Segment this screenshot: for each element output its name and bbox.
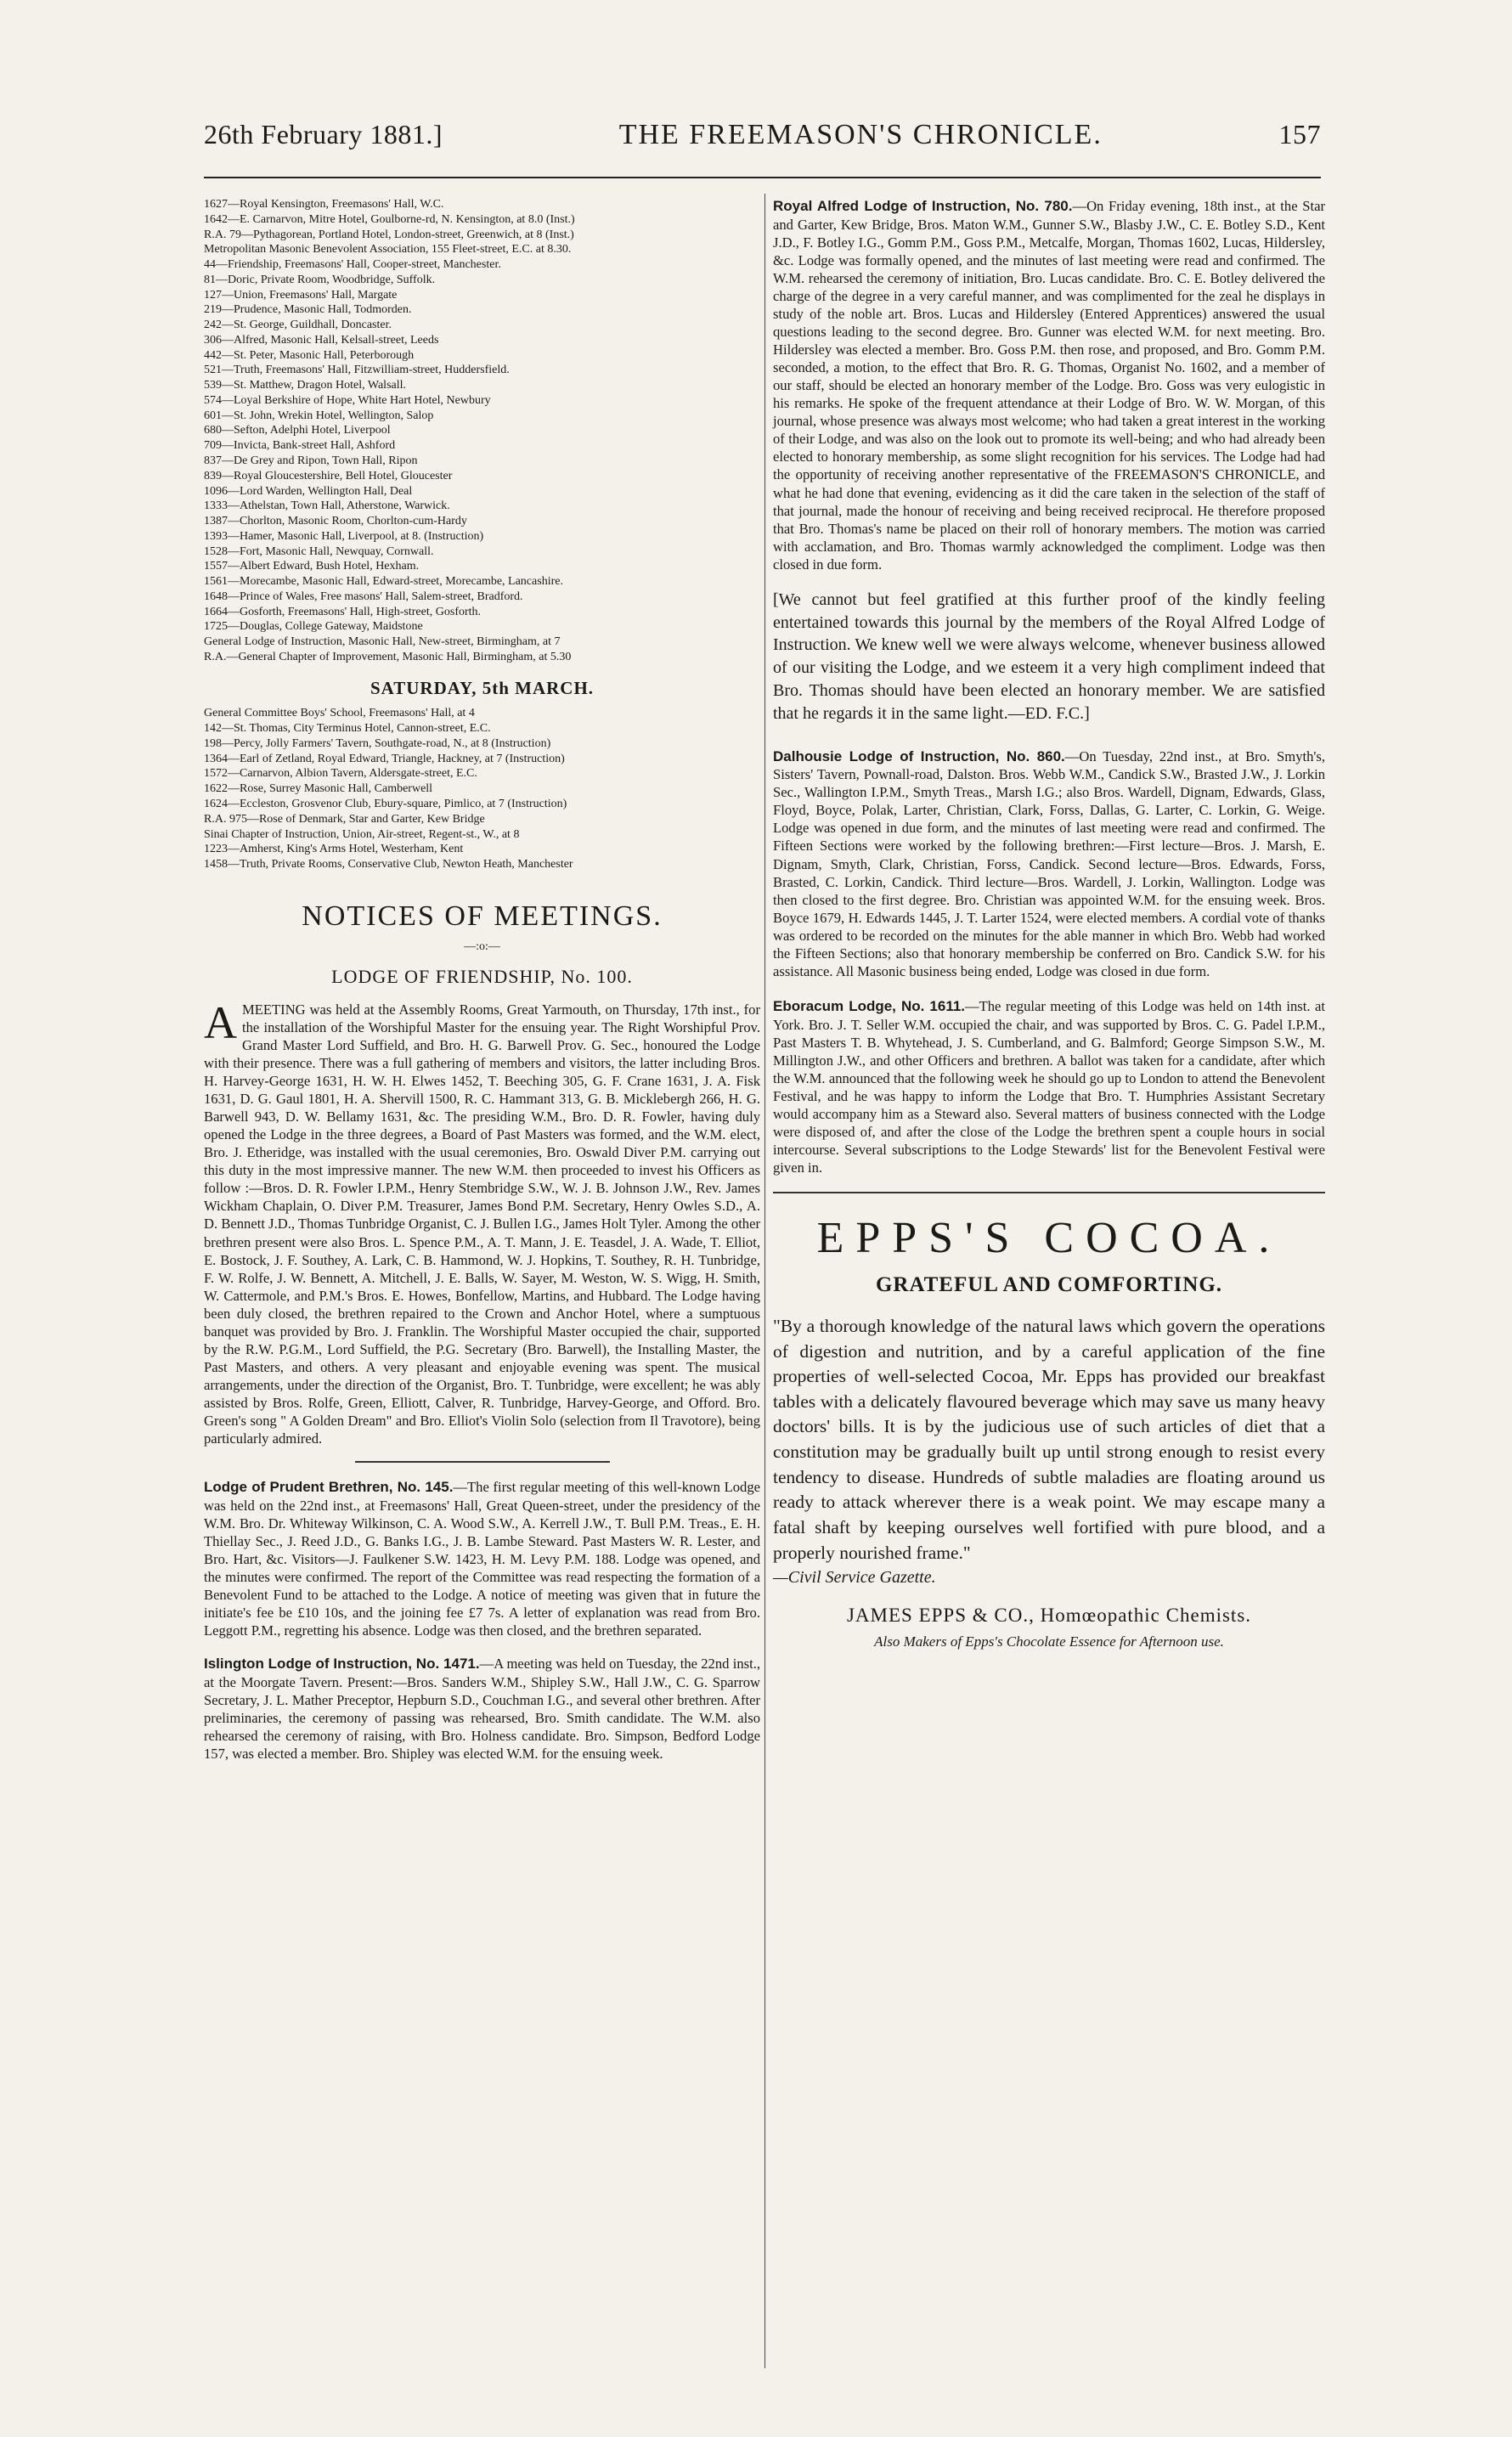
friday-listing-item: 219—Prudence, Masonic Hall, Todmorden. bbox=[204, 303, 412, 317]
header-rule bbox=[204, 177, 1321, 178]
friday-listing-item: 1627—Royal Kensington, Freemasons' Hall, W.C. bbox=[204, 198, 444, 211]
saturday-listing-item: 1572—Carnarvon, Albion Tavern, Aldersgate-street, E.C. bbox=[204, 767, 477, 781]
friday-listing-item: Metropolitan Masonic Benevolent Association, 155 Fleet-street, E.C. at 8.30. bbox=[204, 243, 572, 257]
friday-listing-item: 242—St. George, Guildhall, Doncaster. bbox=[204, 319, 392, 332]
friday-listing-item: 1557—Albert Edward, Bush Hotel, Hexham. bbox=[204, 560, 420, 573]
friendship-report bbox=[204, 996, 760, 1448]
eboracum-report bbox=[773, 997, 1325, 1176]
friday-listing-item: 1642—E. Carnarvon, Mitre Hotel, Goulborne-rd, N. Kensington, at 8.0 (Inst.) bbox=[204, 212, 575, 226]
royal-alfred-report bbox=[773, 197, 1325, 573]
advert-body: "By a thorough knowledge of the natural laws which govern the operations of digestion and nutrition, and by a careful application of the fine properties of well-selected Cocoa, Mr. Epps has provided our breakfast tables with a delicately flavoured beverage which may save us many heavy doctors' bills. It is by the judicious use of such articles of diet that a constitution may be gradually built up until strong enough to resist every tendency to disease. Hundreds of subtle maladies are floating around us ready to attack wherever there is a weak point. We may escape many a fatal shaft by keeping ourselves well fortified with pure blood, and a properly nourished frame." bbox=[773, 1315, 1325, 1563]
eboracum-body: —The regular meeting of this Lodge was held on 14th inst. at York. Bro. J. T. Seller W.M. occupied the chair, and was supported by Bros. C. G. Padel I.P.M., Past Masters T. B. Whytehead, J. S. Cumberland, and G. Balmford; George Simpson S.W., M. Millington J.W., and other Officers and brethren. A ballot was taken for a candidate, after which the W.M. announced that the following week he should go up to London to attend the Benevolent Festival, and he was happy to inform the Lodge that Bro. T. Humphries Assistant Secretary would accompany him as a Steward also. Several matters of business connected with the Lodge were disposed of, and after the close of the Lodge the brethren spent a couple hours in social intercourse. Several subscriptions to the Lodge Stewards' list for the Benevolent Festival were given in. bbox=[773, 997, 1325, 1176]
advert-subtitle: GRATEFUL AND COMFORTING. bbox=[875, 1273, 1223, 1297]
friday-meetings-list bbox=[204, 197, 760, 665]
friday-listing-item: 306—Alfred, Masonic Hall, Kelsall-street, Leeds bbox=[204, 333, 439, 347]
friday-listing-item: 680—Sefton, Adelphi Hotel, Liverpool bbox=[204, 424, 391, 437]
friday-listing-item: 1393—Hamer, Masonic Hall, Liverpool, at 8. (Instruction) bbox=[204, 529, 484, 543]
friday-listing-item: 574—Loyal Berkshire of Hope, White Hart Hotel, Newbury bbox=[204, 393, 491, 407]
friday-listing-item: 1664—Gosforth, Freemasons' Hall, High-street, Gosforth. bbox=[204, 605, 482, 618]
advert-source: —Civil Service Gazette. bbox=[773, 1568, 936, 1588]
islington-body: —A meeting was held on Tuesday, the 22nd inst., at the Moorgate Tavern. Present:—Bros. Sanders W.M., Shipley S.W., Hall J.W., C. G. Sparrow Secretary, J. L. Mather Preceptor, Hepburn S.D., Couchman I.G., and several other brethren. After preliminaries, the ceremony of passing was rehearsed, Bro. Smith candidate. The W.M. also rehearsed the ceremony of raising, with Bro. Holness candidate. Bro. Simpson, Bedford Lodge 157, was elected a member. Bro. Shipley was elected W.M. for the ensuing week. bbox=[204, 1656, 760, 1763]
friday-listing-item: 1725—Douglas, College Gateway, Maidstone bbox=[204, 620, 423, 634]
royal-alfred-title: Royal Alfred Lodge of Instruction, No. 780. bbox=[773, 198, 1073, 214]
royal-alfred-body: —On Friday evening, 18th inst., at the Star and Garter, Kew Bridge, Bros. Maton W.M., Gunner S.W., Blasby J.W., C. E. Botley S.D., Kent J.D., F. Botley I.G., Gomm P.M., Goss P.M., Metcalfe, Morgan, Thomas 1602, Lucas, Hildersley, &c. Lodge was formally opened, and the minutes of last meeting were read and confirmed. The W.M. rehearsed the ceremony of initiation, Bro. Lucas candidate. Bro. C. E. Botley delivered the charge of the degree in a very careful manner, and was complimented for the zeal he displays in study of the noble art. Bros. Lucas and Hildersley (Entered Apprentices) answered the usual questions leading to the second degree. Bro. Gunner was elected W.M. for next meeting. Bro. Hildersley was elected a member. Bro. Goss P.M. then rose, and proposed, and Bro. Gomm P.M. seconded, a motion, to the effect that Bro. R. G. Thomas, Organist No. 1602, and a member of our staff, should be elected an honorary member of the Lodge. Bro. Goss was very eulogistic in his remarks. He spoke of the frequent attendance at their Lodge of Bro. W. W. Morgan, of this journal, whose presence was always most welcome; who had taken a great interest in the working of their Lodge, and was also on the look out to promote its well-being; and who had already been elected to honorary membership, as some slight recognition for his services. The Lodge had had the opportunity of receiving another representative of the FREEMASON'S CHRONICLE, and what he had done that evening, evidencing as it did the care taken in the selection of the staff of that journal, made the honour of receiving and being received reciprocal. He therefore proposed that Bro. Thomas's name be placed on their roll of honorary members. The motion was carried with acclamation, and Bro. Thomas warmly acknowledged the compliment. Lodge was then closed in due form. bbox=[773, 198, 1325, 573]
dalhousie-report bbox=[773, 747, 1325, 980]
saturday-listing-item: R.A. 975—Rose of Denmark, Star and Garter, Kew Bridge bbox=[204, 812, 485, 826]
friendship-body: MEETING was held at the Assembly Rooms, Great Yarmouth, on Thursday, 17th inst., for the installation of the Worshipful Master for the ensuing year. The Right Worshipful Prov. Grand Master Lord Suffield, and Bro. H. G. Barwell Prov. G. Sec., honoured the Lodge with their presence. There was a full gathering of members and visitors, the latter including Bros. H. Harvey-George 1631, H. W. H. Elwes 1452, T. Beeching 305, G. F. Crane 1631, J. A. Fisk 1631, D. G. Gaul 1801, H. A. Shervill 1500, R. C. Hammant 313, G. B. Micklebergh 266, H. G. Barwell 943, D. W. Bellamy 1631, &c. The presiding W.M., Bro. D. R. Fowler, having duly opened the Lodge in the three degrees, a Board of Past Masters was formed, and the W.M. elect, Bro. J. Etheridge, was installed with the usual ceremonies, Bro. Oswald Diver P.M. carrying out this duty in the most impressive manner. The new W.M. then proceeded to invest his Officers as follow :—Bros. D. R. Fowler I.P.M., Henry Stembridge S.W., W. J. B. Johnson J.W., Rev. James Wickham Chaplain, O. Diver P.M. Treasurer, James Bond P.M. Secretary, Henry Owles S.D., A. D. Bennett J.D., Thomas Tunbridge Organist, C. J. Bullen I.G., James Holt Tyler. Among the other brethren present were also Bros. L. Spence P.M., A. T. Mann, J. E. Teasdel, J. A. Wade, T. Elliot, E. Bostock, J. F. Southey, A. Lark, C. B. Hammond, W. J. Hopkins, T. Southey, R. H. Tunbridge, F. W. Rolfe, J. W. Bennett, A. Mitchell, J. E. Balls, W. Sayer, M. Weston, W. S. Wigg, H. Smith, W. Cattermole, and P.M.'s Bros. E. Howes, Bonfellow, Martins, and Hubbard. The Lodge having been duly closed, the brethren repaired to the Crown and Anchor Hotel, where a sumptuous banquet was provided by Bro. J. Franklin. The Worshipful Master occupied the chair, supported by the R.W. P.G.M., Lord Suffield, the P.G. Secretary (Bro. Barwell), the Installing Master, the Past Masters, and others. A very pleasant and enjoyable evening was spent. The musical arrangements, under the direction of the Organist, Bro. T. Tunbridge, were excellent; he was ably assisted by Bros. Rolfe, Green, Elliott, Calver, R. Tunbridge, Harvey-George, and Offord. Bro. Green's song " A Golden Dream" and Bro. Elliot's Violin Solo (selection from Il Travotore), being particularly admired. bbox=[204, 1001, 760, 1447]
saturday-listing-item: 1364—Earl of Zetland, Royal Edward, Triangle, Hackney, at 7 (Instruction) bbox=[204, 752, 565, 765]
dalhousie-body: —On Tuesday, 22nd inst., at Bro. Smyth's, Sisters' Tavern, Pownall-road, Dalston. Bros. Webb W.M., Candick S.W., Brasted J.W., J. Lorkin Sec., Wallington I.P.M., Smyth Treas., Marsh I.G.; also Bros. Wardell, Dignam, Edwards, Glass, Floyd, Boyce, Polak, Larter, Christian, Clark, Forss, Dallas, G. Larter, C. Lorkin, G. Weige. Lodge was opened in due form, and the minutes of last meeting were read and confirmed. The Fifteen Sections were worked by the following brethren:—First lecture—Bros. J. Marsh, E. Dignam, Smyth, Clark, Christian, Forss, Candick. Second lecture—Bros. Edwards, Forss, Brasted, C. Lorkin, Candick. Third lecture—Bros. Wardell, J. Lorkin, Wallington. Lodge was then closed to the first degree. Bro. Christian was appointed W.M. for the ensuing week. Bros. Boyce 1679, H. Edwards 1445, J. T. Larter 1524, were elected members. A cordial vote of thanks was ordered to be recorded on the minutes for the able manner in which Bro. Webb had worked the Fifteen Sections; also that honorary membership be conferred on Bro. Candick S.W. for his assistance. All Masonic business being ended, Lodge was closed in due form. bbox=[773, 747, 1325, 979]
epps-cocoa-advert bbox=[773, 1192, 1325, 1651]
prudent-body: —The first regular meeting of this well-known Lodge was held on the 22nd inst., at Freemasons' Hall, Great Queen-street, under the presidency of the W.M. Bro. Dr. Whiteway Wilkinson, C. A. Wood S.W., A. Kerrell J.W., T. Bull P.M. Treas., E. H. Thiellay Sec., J. Reed J.D., G. Banks I.G., J. B. Lambe Steward. Past Masters W. R. Lester, and Bro. Hart, &c. Visitors—J. Faulkener S.W. 1423, H. M. Levy P.M. 188. Lodge was opened, and the minutes were confirmed. The report of the Committee was read respecting the formation of a Benevolent Fund to be attached to the Lodge. A notice of meeting was given that in future the initiate's fee be £10 10s, and the joining fee £7 7s. A letter of explanation was read from Bro. Leggott P.M., regretting his absence. Lodge was then closed, and the brethren separated. bbox=[204, 1479, 761, 1639]
advert-company: JAMES EPPS & CO., Homœopathic Chemists. bbox=[846, 1604, 1252, 1626]
friday-listing-item: 1561—Morecambe, Masonic Hall, Edward-street, Morecambe, Lancashire. bbox=[204, 575, 563, 589]
left-column bbox=[204, 197, 760, 1771]
friday-listing-item: 837—De Grey and Ripon, Town Hall, Ripon bbox=[204, 454, 418, 468]
friday-listing-item: 1333—Athelstan, Town Hall, Atherstone, Warwick. bbox=[204, 499, 450, 513]
friday-listing-item: 44—Friendship, Freemasons' Hall, Cooper-street, Manchester. bbox=[204, 258, 501, 272]
friday-listing-item: 709—Invicta, Bank-street Hall, Ashford bbox=[204, 439, 396, 453]
dalhousie-title: Dalhousie Lodge of Instruction, No. 860. bbox=[773, 747, 1065, 764]
notices-heading: NOTICES OF MEETINGS. bbox=[302, 900, 663, 932]
saturday-meetings-list bbox=[204, 706, 760, 872]
eboracum-title: Eboracum Lodge, No. 1611. bbox=[773, 997, 966, 1014]
saturday-listing-item: 142—St. Thomas, City Terminus Hotel, Cannon-street, E.C. bbox=[204, 722, 491, 736]
saturday-listing-item: Sinai Chapter of Instruction, Union, Air-street, Regent-st., W., at 8 bbox=[204, 827, 520, 841]
section-rule bbox=[355, 1461, 610, 1463]
prudent-title: Lodge of Prudent Brethren, No. 145. bbox=[204, 1479, 454, 1496]
saturday-listing-item: 1458—Truth, Private Rooms, Conservative Club, Newton Heath, Manchester bbox=[204, 858, 573, 872]
friday-listing-item: General Lodge of Instruction, Masonic Hall, New-street, Birmingham, at 7 bbox=[204, 635, 561, 649]
publication-title: THE FREEMASON'S CHRONICLE. bbox=[618, 119, 1103, 150]
friday-listing-item: 839—Royal Gloucestershire, Bell Hotel, Gloucester bbox=[204, 469, 453, 482]
friday-listing-item: 442—St. Peter, Masonic Hall, Peterborough bbox=[204, 348, 415, 362]
friendship-heading: LODGE OF FRIENDSHIP, No. 100. bbox=[331, 965, 633, 987]
saturday-listing-item: 198—Percy, Jolly Farmers' Tavern, Southgate-road, N., at 8 (Instruction) bbox=[204, 736, 551, 750]
notices-separator: —:o:— bbox=[464, 939, 500, 953]
right-column bbox=[773, 197, 1325, 1651]
friday-listing-item: 127—Union, Freemasons' Hall, Margate bbox=[204, 288, 398, 302]
friday-listing-item: 1096—Lord Warden, Wellington Hall, Deal bbox=[204, 484, 413, 498]
islington-report bbox=[204, 1655, 760, 1763]
saturday-listing-item: 1622—Rose, Surrey Masonic Hall, Camberwell bbox=[204, 782, 433, 796]
prudent-report bbox=[204, 1478, 760, 1639]
saturday-listing-item: General Committee Boys' School, Freemasons' Hall, at 4 bbox=[204, 707, 475, 720]
friday-listing-item: 601—St. John, Wrekin Hotel, Wellington, Salop bbox=[204, 409, 434, 422]
editor-note: [We cannot but feel gratified at this further proof of the kindly feeling entertained towards this journal by the members of the Royal Alfred Lodge of Instruction. We knew well we were always welcome, whenever business allowed of our visiting the Lodge, and we esteem it a very high compliment indeed that Bro. Thomas should have been elected an honorary member. We are satisfied that he regards it in the same light.—ED. F.C.] bbox=[773, 590, 1325, 723]
advert-tagline: Also Makers of Epps's Chocolate Essence for Afternoon use. bbox=[874, 1633, 1224, 1650]
issue-date: 26th February 1881.] bbox=[204, 119, 443, 149]
friday-listing-item: 81—Doric, Private Room, Woodbridge, Suffolk. bbox=[204, 273, 436, 286]
advert-title: EPPS'S COCOA. bbox=[816, 1214, 1282, 1263]
saturday-listing-item: 1624—Eccleston, Grosvenor Club, Ebury-square, Pimlico, at 7 (Instruction) bbox=[204, 797, 567, 810]
page-header bbox=[204, 119, 1321, 170]
saturday-listing-item: 1223—Amherst, King's Arms Hotel, Westerham, Kent bbox=[204, 843, 464, 856]
friday-listing-item: R.A.—General Chapter of Improvement, Masonic Hall, Birmingham, at 5.30 bbox=[204, 650, 572, 663]
friday-listing-item: 521—Truth, Freemasons' Hall, Fitzwilliam-street, Huddersfield. bbox=[204, 364, 510, 377]
friday-listing-item: 1387—Chorlton, Masonic Room, Chorlton-cum-Hardy bbox=[204, 515, 467, 528]
friday-listing-item: 539—St. Matthew, Dragon Hotel, Walsall. bbox=[204, 379, 407, 392]
friday-listing-item: R.A. 79—Pythagorean, Portland Hotel, London-street, Greenwich, at 8 (Inst.) bbox=[204, 228, 574, 241]
friday-listing-item: 1648—Prince of Wales, Free masons' Hall, Salem-street, Bradford. bbox=[204, 590, 523, 603]
drop-cap: A bbox=[204, 996, 237, 1048]
page-number: 157 bbox=[1278, 119, 1321, 149]
islington-title: Islington Lodge of Instruction, No. 1471. bbox=[204, 1656, 480, 1673]
saturday-heading: SATURDAY, 5th MARCH. bbox=[370, 677, 595, 698]
friday-listing-item: 1528—Fort, Masonic Hall, Newquay, Cornwall. bbox=[204, 544, 434, 558]
column-divider bbox=[764, 194, 765, 2368]
